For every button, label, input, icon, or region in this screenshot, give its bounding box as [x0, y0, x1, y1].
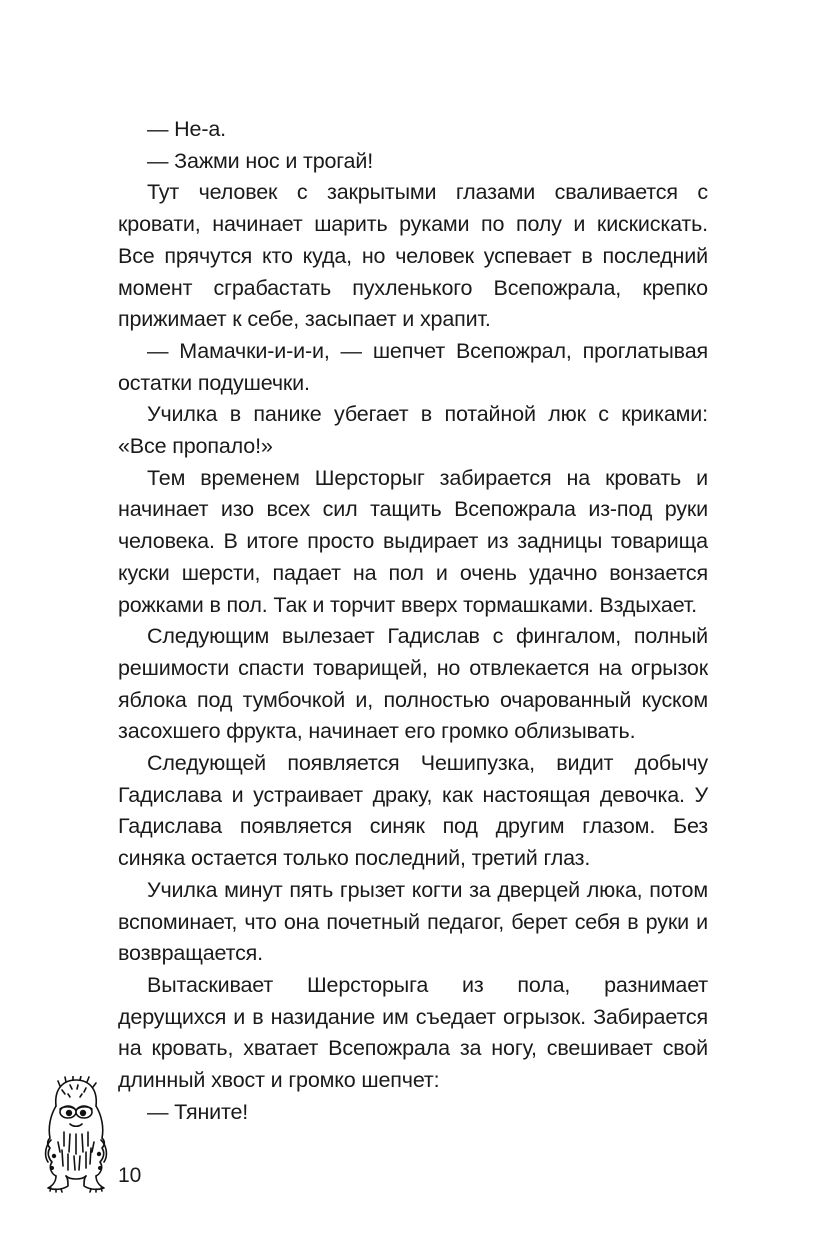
paragraph-9: Училка минут пять грызет когти за дверцей люка, потом вспоминает, что она почетный педагог, берет себя в руки и возвращается.: [118, 877, 708, 966]
paragraph-7: Следующим вылезает Гадислав с фингалом, полный решимости спасти товарищей, но отвлекается на огрызок яблока под тумбочкой и, полностью очарованный куском засохшего фрукта, начинает его громко облизывать.: [118, 624, 708, 744]
paragraph-4: — Мамачки-и-и-и, — шепчет Всепожрал, проглатывая остатки подушечки.: [118, 338, 708, 395]
paragraph-11: — Тяните!: [147, 1099, 249, 1124]
paragraph-8: Следующей появляется Чешипузка, видит добычу Гадислава и устраивает драку, как настоящая девочка. У Гадислава появляется синяк под другим глазом. Без синяка остается только последний, третий глаз.: [118, 751, 708, 871]
paragraph-10: Вытаскивает Шерсторыга из пола, разнимает дерущихся и в назидание им съедает огрызок. Забирается на кровать, хватает Всепожрала за ногу, свешивает свой длинный хвост и громко шепчет:: [118, 972, 708, 1093]
page-number: 10: [118, 1164, 142, 1187]
paragraph-1: — Не-а.: [147, 117, 226, 141]
paragraph-6: Тем временем Шерсторыг забирается на кровать и начинает изо всех сил тащить Всепожрала из-под руки человека. В итоге просто выдирает из задницы товарища куски шерсти, падает на пол и очень удачно вонзается рожками в пол. Так и торчит вверх тормашками. Вздыхает.: [118, 465, 708, 617]
page-body: [118, 114, 708, 1129]
furry-monster-icon: [42, 1076, 110, 1194]
paragraph-5: Училка в панике убегает в потайной люк с криками: «Все пропало!»: [118, 402, 708, 459]
paragraph-3: Тут человек с закрытыми глазами сваливается с кровати, начинает шарить руками по полу и кискискать. Все прячутся кто куда, но человек успевает в последний момент сграбастать пухленького Всепожрала, крепко прижимает к себе, засыпает и храпит.: [118, 180, 708, 332]
paragraph-2: — Зажми нос и трогай!: [147, 148, 374, 173]
